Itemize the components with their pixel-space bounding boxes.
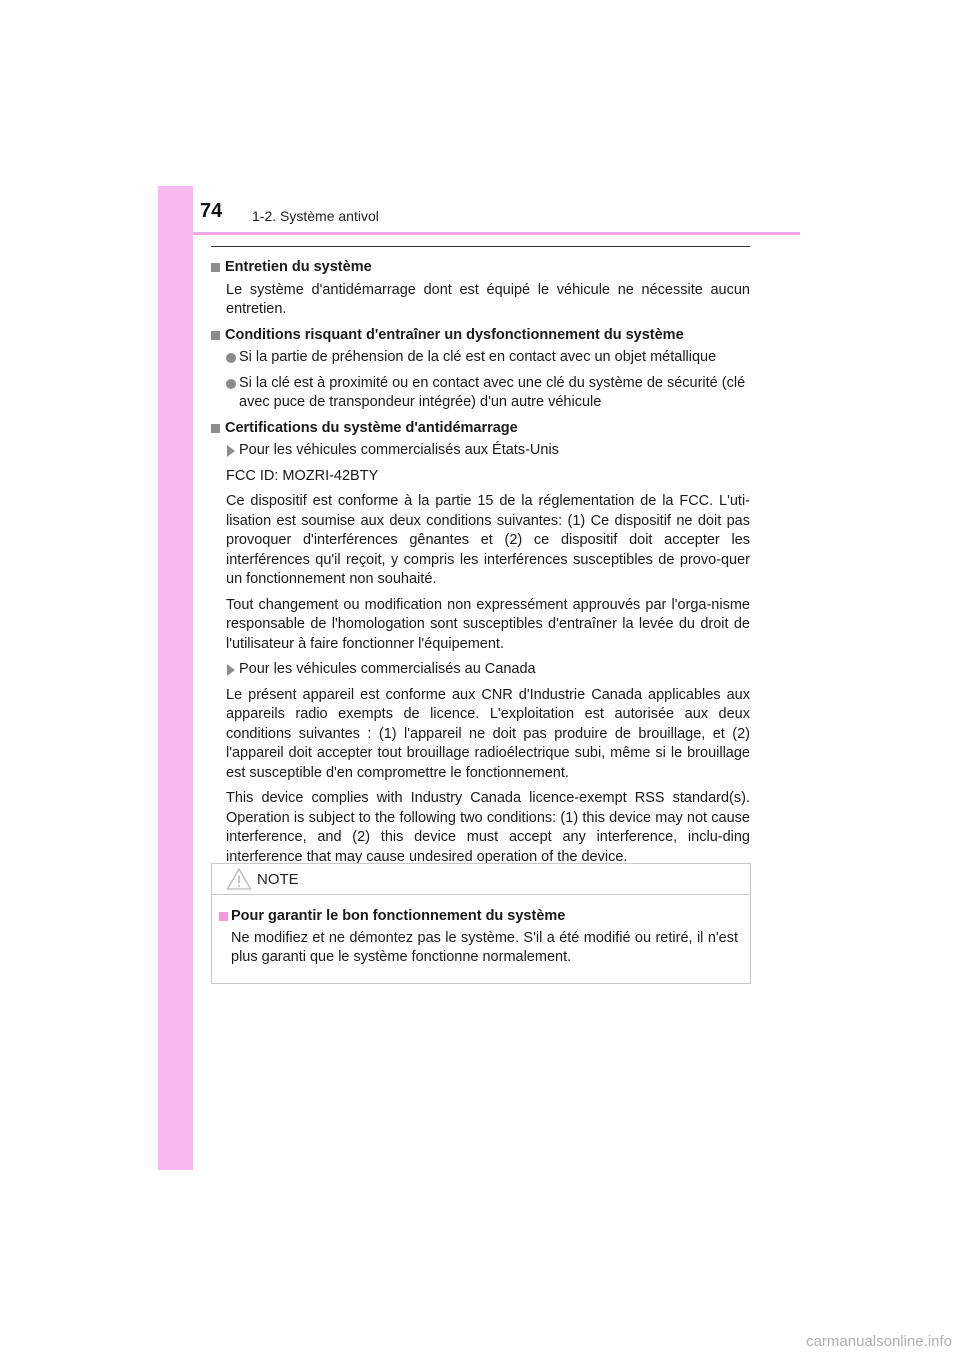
section-heading: Certifications du système d'antidémarrage [211,419,750,439]
list-item: Si la clé est à proximité ou en contact avec une clé du système de sécurité (clé avec puce de transpondeur intégrée) d'un autre véhicule [226,374,750,413]
subheading: Pour les véhicules commercialisés au Canada [226,660,750,680]
section-divider [211,246,750,247]
section-heading: Entretien du système [211,258,750,278]
chapter-sidebar-tab [158,186,193,1170]
note-box [211,863,751,984]
paragraph: This device complies with Industry Canada licence-exempt RSS standard(s). Operation is subject to the following two conditions: (1) this device may not cause interference, and (2) this device must accept any interference, inclu-ding interference that may cause undesired operation of the device. [226,790,750,865]
chapter-title: 1-2. Système antivol [252,208,379,224]
subheading: Pour les véhicules commercialisés aux États-Unis [226,441,750,461]
paragraph: Le présent appareil est conforme aux CNR d'Industrie Canada applicables aux appareils radio exempts de licence. L'exploitation est autorisée aux deux conditions suivantes : (1) l'appareil ne doit pas produire de brouillage, et (2) l'appareil doit accepter tout brouillage radioélectrique subi, même si le brouillage est susceptible d'en compromettre le fonctionnement. [226,686,750,781]
triangle-arrow-icon [227,664,235,676]
round-bullet-icon [226,353,236,363]
square-bullet-icon [211,263,220,272]
fcc-id: FCC ID: MOZRI-42BTY [226,467,379,484]
round-bullet-icon [226,379,236,389]
paragraph: Tout changement ou modification non expressément approuvés par l'orga-nisme responsable de l'homologation sont susceptibles d'entraîner la levée du droit de l'utilisateur à faire fonctionner l'équipement. [226,596,750,652]
note-text: Ne modifiez et ne démontez pas le système. S'il a été modifié ou retiré, il n'est plus garanti que le système fonctionne normalement. [231,929,738,965]
header-rule [193,232,800,235]
warning-triangle-icon [226,867,252,896]
watermark: carmanualsonline.info [806,1333,952,1350]
square-bullet-icon [219,912,228,921]
paragraph: Le système d'antidémarrage dont est équipé le véhicule ne nécessite aucun entretien. [226,281,750,317]
page-number: 74 [200,200,223,222]
section-heading: Conditions risquant d'entraîner un dysfonctionnement du système [211,326,750,346]
triangle-arrow-icon [227,445,235,457]
paragraph: Ce dispositif est conforme à la partie 15 de la réglementation de la FCC. L'uti-lisation est soumise aux deux conditions suivantes: (1) Ce dispositif ne doit pas provoquer d'interférences gênantes et (2) ce dispositif doit accepter les interférences qu'il reçoit, y compris les interférences susceptibles de provo-quer un fonctionnement non souhaité. [226,493,750,587]
note-label: NOTE [257,871,299,888]
note-header [212,864,750,895]
square-bullet-icon [211,424,220,433]
page-content [211,258,750,873]
note-body [212,895,750,968]
note-heading: Pour garantir le bon fonctionnement du système [219,907,738,927]
list-item: Si la partie de préhension de la clé est en contact avec un objet métallique [226,348,750,368]
square-bullet-icon [211,331,220,340]
